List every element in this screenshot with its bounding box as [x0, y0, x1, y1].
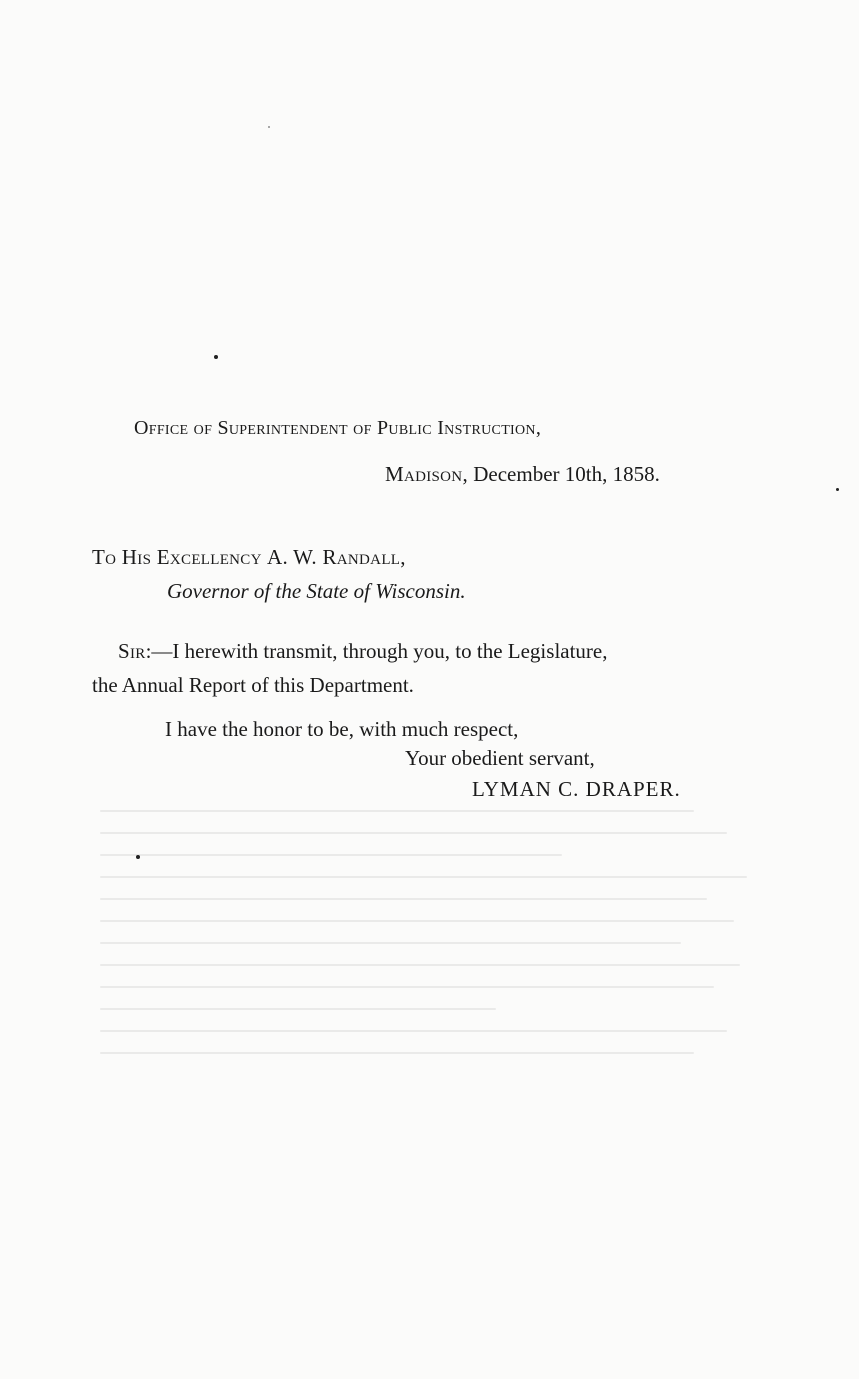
body-text-1: :—I herewith transmit, through you, to the Legislature,: [145, 639, 608, 663]
ink-speck: [136, 855, 140, 859]
addressee-line: [92, 544, 406, 570]
addressee-title: Governor of the State of Wisconsin.: [167, 579, 466, 603]
dateline-place: Madison,: [385, 462, 468, 486]
addressee-name: A. W. Randall,: [267, 545, 406, 569]
office-heading: Office of Superintendent of Public Instruction,: [134, 417, 542, 439]
bleed-through-text: [100, 810, 760, 1230]
ink-speck: [836, 488, 839, 491]
dateline-date: December 10th, 1858.: [473, 462, 660, 486]
ink-speck: [214, 355, 218, 359]
dateline: [385, 461, 660, 487]
body-line-1: [118, 638, 608, 664]
ink-speck: [268, 126, 270, 128]
addressee-prefix: To His Excellency: [92, 545, 262, 569]
salutation: Sir: [118, 639, 146, 663]
servant-line: Your obedient servant,: [405, 746, 595, 770]
closing-line: I have the honor to be, with much respect,: [165, 717, 519, 741]
signature: LYMAN C. DRAPER.: [472, 777, 681, 801]
body-line-2: the Annual Report of this Department.: [92, 673, 414, 697]
